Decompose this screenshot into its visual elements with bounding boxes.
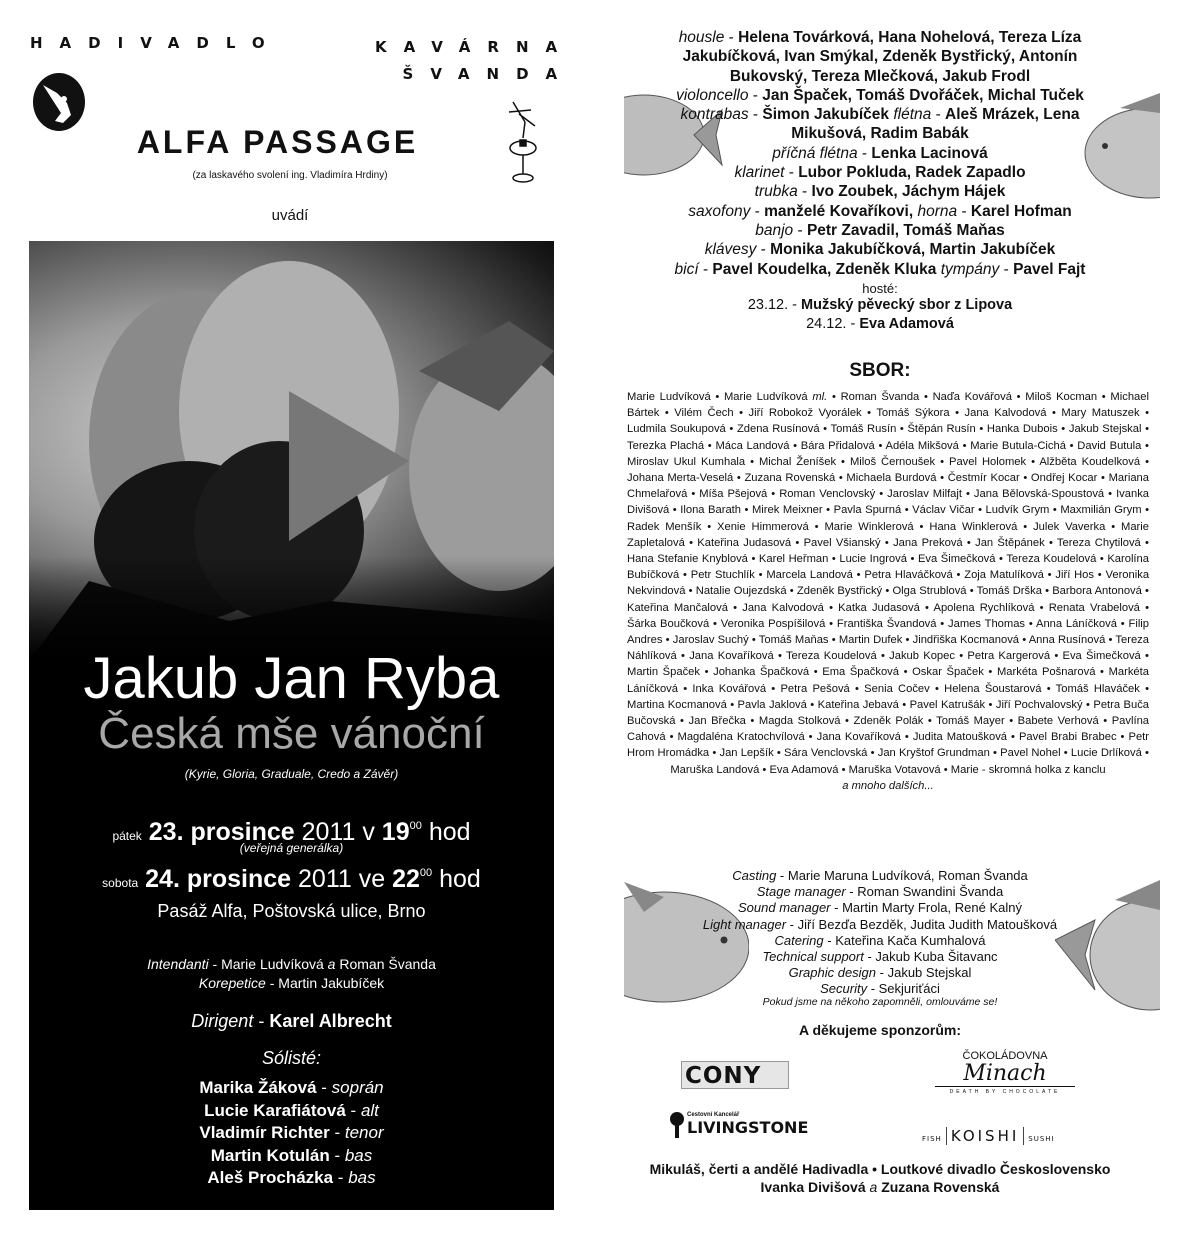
choir-member: Martin Špaček xyxy=(627,666,700,679)
choir-member: Pavlína Cahová xyxy=(627,715,1150,744)
crew-list xyxy=(600,868,1160,998)
crew-role: Stage manager xyxy=(756,884,846,900)
choir-member: Zuzana Rovenská xyxy=(744,472,836,485)
choir-member: Karel Heřman xyxy=(758,553,829,566)
instrument-players: manželé Kovaříkovi, xyxy=(764,202,914,220)
choir-member: Pavel Nohel xyxy=(1000,747,1061,760)
minach-tag: DEATH BY CHOCOLATE xyxy=(935,1086,1075,1095)
choir-member: Jiří Pochvalovský xyxy=(995,698,1083,711)
instrument-role: trubka xyxy=(754,183,798,201)
choir-member: Apolena Rychlíková xyxy=(933,601,1035,614)
choir-member: Marie Ludvíková ml. xyxy=(723,391,828,403)
intendanti-role: Intendanti xyxy=(147,956,209,972)
soloist-name: Vladimír Richter xyxy=(199,1123,330,1142)
choir-member: Pavel Katrušák xyxy=(909,698,986,711)
choir-member: Oskar Špaček xyxy=(912,666,984,679)
choir-member: Maxmilián Grym xyxy=(1060,504,1142,517)
choir-member: Tereza Náhlíková xyxy=(627,634,1149,663)
korepetice-name: Martin Jakubíček xyxy=(278,975,385,991)
choir-more: a mnoho dalších... xyxy=(842,779,934,792)
instrument-role: flétna xyxy=(893,106,932,124)
choir-member: Marie - skromná holka z kanclu xyxy=(950,763,1106,776)
livingstone-small: Cestovní Kancelář xyxy=(687,1112,740,1118)
soloist-name: Martin Kotulán xyxy=(210,1145,330,1165)
instrument-players: Lubor Pokluda, Radek Zapadlo xyxy=(798,164,1026,182)
choir-member: Michaela Burdová xyxy=(846,472,937,485)
choir-title: SBOR: xyxy=(849,360,911,381)
instrument-players: Monika Jakubíčková, Martin Jakubíček xyxy=(770,241,1056,259)
choir-member: Petr Hrom Hromádka xyxy=(627,731,1150,760)
choir-member: Tereza Koudelová xyxy=(1006,553,1097,566)
guest-item: 23.12. - Mužský pěvecký sbor z Lipova xyxy=(747,297,1013,313)
choir-member: Jindřiška Kocmanová xyxy=(912,634,1020,647)
choir-member: Magda Stolková xyxy=(758,715,841,728)
choir-member: Jan Lepšík xyxy=(719,747,774,760)
choir-member: Natalie Oujezdská xyxy=(695,585,787,598)
orchestra-section: banjo - Petr Zavadil, Tomáš Maňas xyxy=(755,221,1005,239)
choir-member: Babete Verhová xyxy=(1017,715,1099,728)
choir-member: Jana Kalvodová xyxy=(742,601,824,614)
sponsor-minach-logo xyxy=(925,1050,1085,1095)
choir-member: Štěpán Rusín xyxy=(907,423,976,436)
choir-member: Renata Vrabelová xyxy=(1048,601,1140,614)
choir-member: Veronika Nekvindová xyxy=(627,569,1150,598)
choir-member: Hana Winklerová xyxy=(929,520,1018,533)
crew-role: Light manager xyxy=(702,916,787,932)
soloist-row: Aleš Procházka - bas xyxy=(207,1168,376,1187)
choir-member: Pavel Všianský xyxy=(803,536,881,549)
choir-member: Kateřina Mančalová xyxy=(627,601,728,614)
crew-row: Stage manager - Roman Swandini Švanda xyxy=(756,884,1004,900)
instrument-players: Helena Továrková, Hana Nohelová, Tereza Líza Jakubíčková, Ivan Smýkal, Zdeněk Bystřický, Antonín Bukovský, Tereza Mlečková, Jakub Frodl xyxy=(682,29,1082,85)
instrument-players: Pavel Koudelka, Zdeněk Kluka xyxy=(712,260,937,278)
koishi-right: SUSHI xyxy=(1028,1135,1055,1143)
sponsors-heading: A děkujeme sponzorům: xyxy=(798,1022,962,1038)
crew-row: Technical support - Jakub Kuba Šitavanc xyxy=(762,949,998,965)
orchestra-section: kontrabas - Šimon Jakubíček flétna - Aleš Mrázek, Lena Mikušová, Radim Babák xyxy=(680,106,1080,143)
venue-note: (za laskavého svolení ing. Vladimíra Hrdiny) xyxy=(192,170,388,181)
performance-date-2 xyxy=(29,858,554,898)
instrument-role: bicí xyxy=(674,260,699,278)
crew-row: Light manager - Jiří Bezďa Bezděk, Judita Judith Matoušková xyxy=(702,916,1058,932)
crew-role: Technical support xyxy=(762,949,864,965)
conductor: Dirigent - Karel Albrecht xyxy=(191,1011,392,1031)
choir-member: Martin Dufek xyxy=(838,634,903,647)
choir-member: Petra Buča Bučovská xyxy=(627,698,1150,728)
instrument-players: Aleš Mrázek, Lena Mikušová, Radim Babák xyxy=(791,106,1080,143)
choir-member: Johanka Špačková xyxy=(713,666,810,679)
instrument-role: klávesy xyxy=(704,241,757,259)
choir-member: Ilona Barath xyxy=(680,504,741,517)
choir-member: Martina Kocmanová xyxy=(627,698,727,711)
choir-member: Petra Kargerová xyxy=(967,650,1051,663)
crew-row: Graphic design - Jakub Stejskal xyxy=(788,965,972,981)
choir-member: Radek Menšík xyxy=(627,520,702,533)
crew-names: Jiří Bezďa Bezděk, Judita Judith Matoušková xyxy=(797,916,1058,932)
soloist-voice: soprán xyxy=(331,1078,384,1097)
perf2-minutes: 00 xyxy=(419,867,433,879)
instrument-role: příčná flétna xyxy=(772,144,858,162)
koishi-left: FISH xyxy=(922,1135,942,1143)
choir-member: Mirek Meixner xyxy=(751,504,823,517)
choir-member: Václav Vičar xyxy=(912,504,975,517)
choir-member: Anna Láníčková xyxy=(1035,617,1117,630)
choir-member: Eva Adamová xyxy=(769,763,839,776)
perf1-year: 2011 v xyxy=(301,818,375,846)
choir-member: Hana Stefanie Knyblová xyxy=(627,553,748,566)
choir-member: Ludmila Soukupová xyxy=(627,423,726,436)
choir-member: Kateřina Jebavá xyxy=(817,698,899,711)
instrument-role: housle xyxy=(678,29,725,46)
footer-name-a: Ivanka Divišová xyxy=(760,1179,866,1195)
choir-member: Olga Strublová xyxy=(892,585,967,598)
perf2-hour: 22 xyxy=(392,865,420,893)
choir-member: Adéla Mikšová xyxy=(885,439,959,452)
crew-role: Graphic design xyxy=(788,965,877,981)
choir-member: Senia Cočev xyxy=(864,682,930,695)
choir-member: Šárka Boučková xyxy=(627,617,710,630)
footer-line2 xyxy=(600,1178,1160,1196)
soloist-row: Lucie Karafiátová - alt xyxy=(204,1100,379,1120)
kavarna-svanda-logo xyxy=(375,34,574,88)
sponsor-koishi-logo xyxy=(922,1126,1055,1145)
apology-note: Pokud jsme na někoho zapomněli, omlouváme se! xyxy=(762,996,998,1008)
choir-member: Pavla Jaklová xyxy=(737,698,807,711)
choir-member: Ondřej Kocar xyxy=(1030,472,1098,485)
choir-member: Tomáš Maňas xyxy=(758,634,829,647)
footer-name-b: Zuzana Rovenská xyxy=(881,1179,1000,1195)
dirigent-role: Dirigent xyxy=(191,1011,254,1031)
choir-member: Filip Andres xyxy=(627,617,1150,647)
intendanti-name-1: Marie Ludvíková xyxy=(221,956,324,972)
choir-member: Jana Bělovská-Spoustová xyxy=(973,488,1105,501)
angel-emblem-icon xyxy=(33,73,85,131)
perf1-unit: hod xyxy=(428,818,471,846)
perf1-minutes: 00 xyxy=(409,820,422,832)
crew-row: Security - Sekjuriťáci xyxy=(820,981,940,997)
choir-member: Judita Matoušková xyxy=(912,731,1008,744)
instrument-players: Jan Špaček, Tomáš Dvořáček, Michal Tuček xyxy=(762,86,1084,104)
sponsor-cony-logo: CONY xyxy=(681,1061,789,1089)
choir-member: Barbora Antonová xyxy=(1052,585,1142,598)
choir-member: Pavel Holomek xyxy=(948,455,1027,468)
choir-member: Mariana Chmelařová xyxy=(627,472,1149,501)
choir-member: Jaroslav Milfajt xyxy=(887,488,962,501)
choir-member: Eva Šimečková xyxy=(917,553,996,566)
perf2-day: sobota xyxy=(102,876,139,890)
crew-row: Catering - Kateřina Kača Kumhalová xyxy=(774,932,986,948)
perf1-note: (veřejná generálka) xyxy=(239,841,344,855)
crew-names: Martin Marty Frola, René Kalný xyxy=(842,900,1022,916)
livingstone-tree-icon xyxy=(669,1112,684,1138)
perf1-day: pátek xyxy=(112,829,142,843)
choir-member: Zoja Matulíková xyxy=(964,569,1044,582)
choir-member: Naďa Kovářová xyxy=(932,391,1012,403)
choir-member: Ema Špačková xyxy=(822,666,899,679)
choir-member: Pavla Spurná xyxy=(833,504,902,517)
orchestra-section: housle - Helena Továrková, Hana Nohelová, Tereza Líza Jakubíčková, Ivan Smýkal, Zdeněk Bystřický, Antonín Bukovský, Tereza Mlečková, Jakub Frodl xyxy=(678,29,1082,85)
guest-item: 24.12. - Eva Adamová xyxy=(806,316,954,332)
choir-list xyxy=(627,389,1149,794)
choir-member: Eva Šimečková xyxy=(1062,650,1141,663)
choir-member: Zdeněk Polák xyxy=(853,715,924,728)
orchestra-section: příčná flétna - Lenka Lacinová xyxy=(772,144,988,162)
korepetice-role: Korepetice xyxy=(198,975,266,991)
choir-member: Tomáš Rusín xyxy=(830,423,897,436)
instrument-players: Petr Zavadil, Tomáš Maňas xyxy=(806,221,1005,239)
choir-member: Františka Švandová xyxy=(836,617,937,630)
choir-member: Lucie Ingrová xyxy=(839,553,907,566)
choir-member: Roman Švanda xyxy=(840,391,920,403)
choir-member: Jana Kovaříková xyxy=(689,650,774,663)
instrument-role: saxofony xyxy=(688,202,751,220)
choir-member: Karolína Bubíčková xyxy=(627,553,1149,582)
choir-member: Miloš Černoušek xyxy=(849,455,936,468)
crew-role: Sound manager xyxy=(738,900,831,916)
work-composer: Jakub Jan Ryba xyxy=(83,646,500,711)
crew-names: Kateřina Kača Kumhalová xyxy=(835,932,986,948)
orchestra-section: klarinet - Lubor Pokluda, Radek Zapadlo xyxy=(734,164,1026,182)
choir-member: Miroslav Ukul Kumhala xyxy=(627,455,746,468)
choir-member: Petra Hlaváčková xyxy=(864,569,953,582)
guests-label: hosté: xyxy=(862,281,898,296)
soloist-row: Vladimír Richter - tenor xyxy=(199,1123,384,1142)
choir-member: Jan Kryštof Grundman xyxy=(877,747,990,760)
crew-row: Sound manager - Martin Marty Frola, René Kalný xyxy=(738,900,1022,916)
choir-member: Miloš Kocman xyxy=(1025,391,1098,403)
instrument-players: Pavel Fajt xyxy=(1013,260,1086,278)
choir-member: Marcela Landová xyxy=(766,569,853,582)
venue-title: ALFA PASSAGE xyxy=(136,124,419,160)
choir-member: Julek Vaverka xyxy=(1033,520,1106,533)
choir-member: Tomáš Mayer xyxy=(936,715,1005,728)
guest-date: 23.12. xyxy=(747,297,789,313)
choir-member: Magdaléna Kratochvílová xyxy=(677,731,805,744)
choir-member: Marie Winklerová xyxy=(824,520,914,533)
choir-member: Mary Matuszek xyxy=(1061,407,1140,420)
intendanti-and: a xyxy=(327,956,336,972)
choir-member: Markéta Láníčková xyxy=(627,666,1149,695)
instrument-role: banjo xyxy=(755,221,794,239)
footer-and: a xyxy=(869,1179,878,1195)
choir-member: Jaroslav Suchý xyxy=(672,634,749,647)
orchestra-section: bicí - Pavel Koudelka, Zdeněk Kluka tympány - Pavel Fajt xyxy=(674,260,1086,278)
choir-member: Jakub Stejskal xyxy=(1068,423,1142,436)
instrument-players: Karel Hofman xyxy=(970,202,1072,220)
work-movements: (Kyrie, Gloria, Graduale, Credo a Závěr) xyxy=(184,767,399,781)
soloist-voice: bas xyxy=(344,1145,373,1165)
perf2-unit: hod xyxy=(439,865,481,893)
choir-member: Sára Venclovská xyxy=(783,747,868,760)
crew-row: Casting - Marie Maruna Ludvíková, Roman Švanda xyxy=(732,868,1028,883)
livingstone-big: LIVINGSTONE xyxy=(687,1118,809,1137)
soloists-list xyxy=(29,1077,554,1190)
choir-member: Máca Landová xyxy=(715,439,790,452)
choir-member: Anna Rusínová xyxy=(1028,634,1106,647)
choir-member: Markéta Pošnarová xyxy=(996,666,1096,679)
choir-member: Maruška Votavová xyxy=(848,763,941,776)
minach-script: Minach xyxy=(963,1061,1047,1086)
sponsor-livingstone-logo xyxy=(669,1112,819,1137)
choir-member: David Butula xyxy=(1077,439,1142,452)
soloists-heading: Sólisté: xyxy=(261,1048,322,1068)
choir-member: Marie Ludvíková xyxy=(627,391,711,403)
choir-member: Xenie Himmerová xyxy=(717,520,809,533)
choir-member: Pavel Brabi Brabec xyxy=(1018,731,1117,744)
footer-credits xyxy=(600,1160,1160,1196)
instrument-role: tympány xyxy=(940,260,1000,278)
dirigent-name: Karel Albrecht xyxy=(269,1011,392,1031)
guests-block xyxy=(600,281,1160,334)
footer-line1: Mikuláš, čerti a andělé Hadivadla • Loutkové divadlo Československo xyxy=(649,1161,1111,1177)
choir-member: Jiří Robokož Vyorálek xyxy=(748,407,862,420)
choir-member: Petra Pešová xyxy=(780,682,850,695)
work-title: Česká mše vánoční xyxy=(98,709,485,758)
choir-member: Tereza Koudelová xyxy=(785,650,877,663)
guest-date: 24.12. xyxy=(806,316,847,332)
kavarna-logo-line2: ŠVANDA xyxy=(402,65,575,83)
choir-member: Zdena Rusínová xyxy=(736,423,820,436)
choir-member: James Thomas xyxy=(948,617,1026,630)
soloist-name: Lucie Karafiátová xyxy=(204,1100,346,1120)
choir-member: Roman Venclovský xyxy=(779,488,876,501)
choir-members: Marie Ludvíková • Marie Ludvíková ml. • Roman Švanda • Naďa Kovářová • Miloš Kocman • Michael Bártek • Vilém Čech • Jiří Robokož Vyorálek • Tomáš Sýkora • Jana Kalvodová • Mary Matuszek • Ludmila Soukupová • Zdena Rusínová • Tomáš Rusín • Štěpán Rusín • Hanka Dubois • Jakub Stejskal • Terezka Plachá • Máca Landová • Bára Přidalová • Adéla Mikšová • Marie Butula-Cichá • David Butula • Miroslav Ukul Kumhala • Michal Ženíšek • Miloš Černoušek • Pavel Holomek • Alžběta Koudelková • Johana Merta-Veselá • Zuzana Rovenská • Michaela Burdová • Čestmír Kocar • Ondřej Kocar • Mariana Chmelařová • Míša Pšejová • Roman Venclovský • Jaroslav Milfajt • Jana Bělovská-Spoustová • Ivanka Divišová • Ilona Barath • Mirek Meixner • Pavla Spurná • Václav Vičar • Ludvík Grym • Maxmilián Grym • Radek Menšík • Xenie Himmerová • Marie Winklerová • Hana Winklerová • Julek Vaverka • Marie Zapletalová • Kateřina Judasová • Pavel Všianský • Jana Preková • Jan Štěpánek • Tereza Chytilová • Hana Stefanie Knyblová • Karel Heřman • Lucie Ingrová • Eva Šimečková • Tereza Koudelová • Karolína Bubíčková • Petr Stuchlík • Marcela Landová • Petra Hlaváčková • Zoja Matulíková • Jiří Hos • Veronika Nekvindová • Natalie Oujezdská • Zdeněk Bystřický • Olga Strublová • Tomáš Drška • Barbora Antonová • Kateřina Mančalová • Jana Kalvodová • Katka Judasová • Apolena Rychlíková • Renata Vrabelová • Šárka Boučková • Veronika Pospíšilová • Františka Švandová • James Thomas • Anna Láníčková • Filip Andres • Jaroslav Suchý • Tomáš Maňas • Martin Dufek • Jindřiška Kocmanová • Anna Rusínová • Tereza Náhlíková • Jana Kovaříková • Tereza Koudelová • Jakub Kopec • Petra Kargerová • Eva Šimečková • Martin Špaček • Johanka Špačková • Ema Špačková • Oskar Špaček • Markéta Pošnarová • Markéta Láníčková • Inka Kovářová • Petra Pešová • Senia Cočev • Helena Šoustarová • Tomáš Hlaváček • Martina Kocmanová • Pavla Jaklová • Kateřina Jebavá • Pavel Katrušák • Jiří Pochvalovský • Petra Buča Bučovská • Jan Břečka • Magda Stolková • Zdeněk Polák • Tomáš Mayer • Babete Verhová • Pavlína Cahová • Magdaléna Kratochvílová • Jana Kovaříková • Judita Matoušková • Pavel Brabi Brabec • Petr Hrom Hromádka • Jan Lepšík • Sára Venclovská • Jan Kryštof Grundman • Pavel Nohel • Lucie Drlíková • Maruška Landová • Eva Adamová • Maruška Votavová • Marie - skromná holka z kanclu xyxy=(627,391,1150,776)
orchestra-section: klávesy - Monika Jakubíčková, Martin Jakubíček xyxy=(704,241,1056,259)
soloist-name: Marika Žáková xyxy=(199,1078,317,1097)
choir-member: Marie Butula-Cichá xyxy=(970,439,1066,452)
choir-member: Jan Štěpánek xyxy=(975,536,1045,549)
venue-address: Pasáž Alfa, Poštovská ulice, Brno xyxy=(157,901,426,921)
choir-member: Čestmír Kocar xyxy=(947,472,1020,485)
instrument-players: Ivo Zoubek, Jáchym Hájek xyxy=(811,183,1006,201)
orchestra-section: violoncello - Jan Špaček, Tomáš Dvořáček, Michal Tuček xyxy=(676,86,1084,104)
soloist-voice: bas xyxy=(348,1168,376,1187)
choir-member: Alžběta Koudelková xyxy=(1039,455,1141,468)
crew-names: Jakub Stejskal xyxy=(887,965,972,981)
instrument-role: kontrabas xyxy=(680,106,749,124)
poster xyxy=(29,241,554,1210)
intendanti-name-2: Roman Švanda xyxy=(339,956,436,972)
perf2-year: 2011 ve xyxy=(298,865,386,893)
crew-names: Roman Swandini Švanda xyxy=(857,884,1004,900)
choir-member: Jana Preková xyxy=(893,536,963,549)
presents-label: uvádí xyxy=(271,207,309,224)
choir-member: Marie Zapletalová xyxy=(627,520,1149,549)
choir-member: Lucie Drlíková xyxy=(1070,747,1142,760)
choir-member: Tomáš Hlaváček xyxy=(1055,682,1140,695)
guest-name: Eva Adamová xyxy=(859,316,954,332)
instrument-role: violoncello xyxy=(676,86,749,104)
choir-member: Michael Bártek xyxy=(627,391,1149,420)
choir-member: Jakub Kopec xyxy=(889,650,955,663)
instrument-role: horna xyxy=(917,202,958,220)
crew-names: Sekjuriťáci xyxy=(878,981,940,997)
choir-member: Maruška Landová xyxy=(670,763,760,776)
perf1-date: 23. prosince xyxy=(148,818,295,846)
choir-member: Ludvík Grym xyxy=(985,504,1050,517)
choir-member: Tereza Chytilová xyxy=(1056,536,1141,549)
choir-member: Helena Šoustarová xyxy=(944,682,1042,695)
choir-member: Hanka Dubois xyxy=(986,423,1058,436)
kavarna-logo-line1: KAVÁRNA xyxy=(375,38,575,56)
choir-member: Vilém Čech xyxy=(674,407,734,420)
instrument-role: klarinet xyxy=(734,164,785,182)
choir-member: Zdeněk Bystřický xyxy=(796,585,883,598)
orchestra-list xyxy=(600,28,1160,279)
choir-member: Bára Přidalová xyxy=(800,439,875,452)
choir-member: Kateřina Judasová xyxy=(697,536,792,549)
soloist-row: Marika Žáková - soprán xyxy=(199,1078,384,1097)
crew-role: Security xyxy=(820,981,868,997)
choir-member: Terezka Plachá xyxy=(627,439,705,452)
choir-member: Jana Kovaříková xyxy=(816,731,901,744)
choir-member: Katka Judasová xyxy=(838,601,920,614)
choir-member: Veronika Pospíšilová xyxy=(720,617,826,630)
soloist-row: Martin Kotulán - bas xyxy=(210,1145,373,1165)
choir-member: Jana Kalvodová xyxy=(964,407,1047,420)
portrait-photo xyxy=(29,241,554,661)
intendanti-block: Intendanti - Marie Ludvíková a Roman Švanda Korepetice - Martin Jakubíček xyxy=(147,956,436,991)
koishi-main: KOISHI xyxy=(946,1127,1024,1145)
choir-member: Michal Ženíšek xyxy=(758,455,837,468)
crew-role: Catering xyxy=(774,932,824,948)
orchestra-section: trubka - Ivo Zoubek, Jáchym Hájek xyxy=(754,183,1006,201)
instrument-players: Šimon Jakubíček xyxy=(762,106,890,124)
minach-top: ČOKOLÁDOVNA xyxy=(962,1050,1048,1062)
choir-member: Petr Stuchlík xyxy=(690,569,755,582)
crew-role: Casting xyxy=(732,868,777,883)
choir-member: Tomáš Drška xyxy=(976,585,1042,598)
guest-name: Mužský pěvecký sbor z Lipova xyxy=(801,297,1013,313)
choir-member: Jiří Hos xyxy=(1055,569,1094,582)
choir-member: Míša Pšejová xyxy=(699,488,768,501)
crew-names: Jakub Kuba Šitavanc xyxy=(875,949,998,965)
perf2-date: 24. prosince xyxy=(145,865,292,893)
soloist-name: Aleš Procházka xyxy=(207,1168,334,1187)
choir-member: Johana Merta-Veselá xyxy=(627,472,734,485)
choir-member: Jan Břečka xyxy=(688,715,746,728)
choir-member-suffix: ml. xyxy=(812,391,828,403)
soloist-voice: alt xyxy=(360,1100,379,1120)
choir-member: Inka Kovářová xyxy=(692,682,767,695)
choir-member: Ivanka Divišová xyxy=(627,488,1150,517)
perf1-hour: 19 xyxy=(381,818,410,846)
choir-member: Tomáš Sýkora xyxy=(876,407,950,420)
orchestra-section: saxofony - manželé Kovaříkovi, horna - Karel Hofman xyxy=(688,202,1072,220)
soloist-voice: tenor xyxy=(344,1123,384,1142)
instrument-players: Lenka Lacinová xyxy=(871,144,988,162)
hadivadlo-logo: HADIVADLO xyxy=(30,34,282,52)
crew-names: Marie Maruna Ludvíková, Roman Švanda xyxy=(787,868,1028,883)
